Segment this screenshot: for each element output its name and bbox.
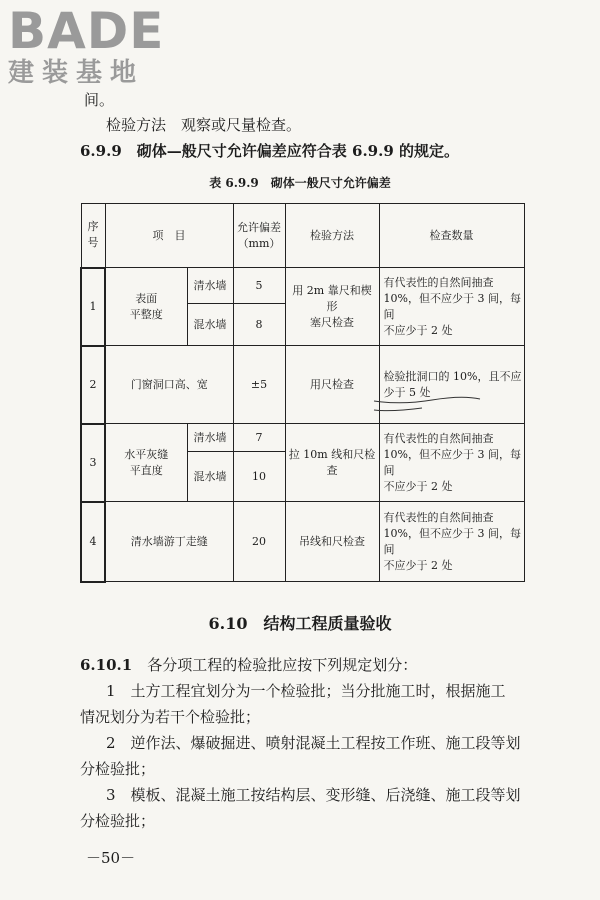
list-item-cont: 情况划分为若干个检验批； bbox=[80, 708, 261, 726]
row-quantity: 检验批洞口的 10%，且不应 少于 5 处 bbox=[379, 346, 524, 424]
list-item: 2 逆作法、爆破掘进、喷射混凝土工程按工作班、施工段等划 bbox=[106, 734, 521, 752]
list-item-cont: 分检验批； bbox=[80, 812, 156, 830]
tolerance-value: 20 bbox=[233, 502, 285, 582]
row-quantity: 有代表性的自然间抽查 10%，但不应少于 3 间，每间 不应少于 2 处 bbox=[379, 424, 524, 502]
tolerance-value: 7 bbox=[233, 424, 285, 452]
tolerance-value: ±5 bbox=[233, 346, 285, 424]
row-number: 4 bbox=[81, 502, 105, 582]
tolerance-value: 5 bbox=[233, 268, 285, 304]
logo-text: BADE bbox=[8, 2, 165, 60]
watermark-logo bbox=[8, 2, 178, 88]
section-number: 6.10 bbox=[208, 614, 248, 633]
clause-6-9-9 bbox=[80, 140, 459, 161]
page-number: －50－ bbox=[86, 849, 136, 867]
table-header-row bbox=[81, 204, 524, 268]
row-item: 清水墙游丁走缝 bbox=[105, 502, 233, 582]
row-method: 吊线和尺检查 bbox=[285, 502, 379, 582]
header-tolerance: 允许偏差 （mm） bbox=[233, 204, 285, 268]
table-row bbox=[81, 424, 524, 452]
row-item: 门窗洞口高、宽 bbox=[105, 346, 233, 424]
table-row bbox=[81, 268, 524, 304]
row-item: 表面 平整度 bbox=[105, 268, 187, 346]
clause-6-10-1 bbox=[80, 654, 417, 675]
tolerance-value: 8 bbox=[233, 304, 285, 346]
clause-number: 6.10.1 bbox=[80, 656, 133, 674]
text-fragment: 间。 bbox=[84, 91, 115, 109]
row-number: 1 bbox=[81, 268, 105, 346]
row-number: 3 bbox=[81, 424, 105, 502]
sub-item: 清水墙 bbox=[187, 424, 233, 452]
row-method: 拉 10m 线和尺检 查 bbox=[285, 424, 379, 502]
header-method: 检验方法 bbox=[285, 204, 379, 268]
list-item: 3 模板、混凝土施工按结构层、变形缝、后浇缝、施工段等划 bbox=[106, 786, 521, 804]
header-quantity: 检查数量 bbox=[379, 204, 524, 268]
section-title: 结构工程质量验收 bbox=[263, 614, 392, 633]
handwritten-underline bbox=[372, 393, 482, 413]
list-item-cont: 分检验批； bbox=[80, 760, 156, 778]
header-item: 项 目 bbox=[105, 204, 233, 268]
row-number: 2 bbox=[81, 346, 105, 424]
logo-subtitle: 建装基地 bbox=[8, 58, 145, 88]
table-row bbox=[81, 502, 524, 582]
row-quantity: 有代表性的自然间抽查 10%，但不应少于 3 间，每间 不应少于 2 处 bbox=[379, 268, 524, 346]
row-item: 水平灰缝 平直度 bbox=[105, 424, 187, 502]
list-item: 1 土方工程宜划分为一个检验批；当分批施工时，根据施工 bbox=[106, 682, 506, 700]
section-heading bbox=[0, 611, 600, 634]
header-seq: 序 号 bbox=[81, 204, 105, 268]
clause-number: 6.9.9 bbox=[80, 142, 122, 160]
sub-item: 混水墙 bbox=[187, 452, 233, 502]
row-method: 用 2m 靠尺和楔形 塞尺检查 bbox=[285, 268, 379, 346]
inspection-method-line: 检验方法 观察或尺量检查。 bbox=[106, 116, 302, 134]
clause-text: 各分项工程的检验批应按下列规定划分： bbox=[147, 656, 418, 674]
row-quantity: 有代表性的自然间抽查 10%，但不应少于 3 间，每间 不应少于 2 处 bbox=[379, 502, 524, 582]
clause-text: 砌体—般尺寸允许偏差应符合表 6.9.9 的规定。 bbox=[136, 142, 459, 160]
tolerance-value: 10 bbox=[233, 452, 285, 502]
row-method: 用尺检查 bbox=[285, 346, 379, 424]
table-caption: 表 6.9.9 砌体一般尺寸允许偏差 bbox=[209, 176, 391, 190]
sub-item: 混水墙 bbox=[187, 304, 233, 346]
sub-item: 清水墙 bbox=[187, 268, 233, 304]
